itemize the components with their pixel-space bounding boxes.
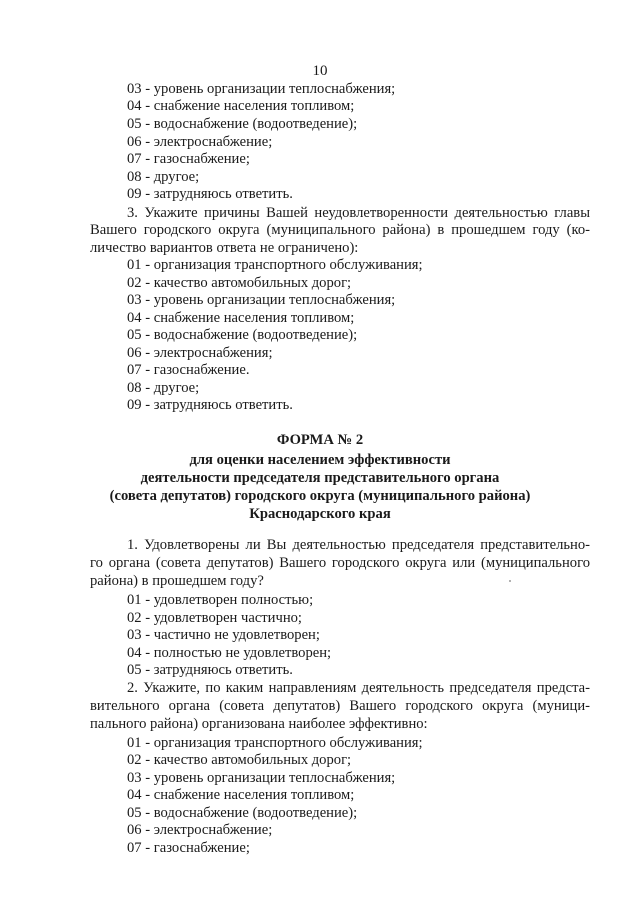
question-1-text-line: го органа (совета депутатов) Вашего городского округа или (муниципального bbox=[90, 555, 590, 571]
list-item: 03 - уровень организации теплоснабжения; bbox=[127, 770, 396, 786]
list-item: 04 - снабжение населения топливом; bbox=[127, 310, 355, 326]
page-number: 10 bbox=[312, 63, 328, 79]
list-item: 03 - уровень организации теплоснабжения; bbox=[127, 292, 396, 308]
question-1-text-line: района) в прошедшем году? bbox=[90, 573, 264, 589]
list-item: 07 - газоснабжение. bbox=[127, 362, 250, 378]
list-item: 04 - снабжение населения топливом; bbox=[127, 98, 355, 114]
list-item: 08 - другое; bbox=[127, 169, 200, 185]
list-item: 05 - водоснабжение (водоотведение); bbox=[127, 116, 358, 132]
list-item: 01 - организация транспортного обслуживания; bbox=[127, 257, 423, 273]
list-item: 06 - электроснабжение; bbox=[127, 134, 273, 150]
list-item: 05 - водоснабжение (водоотведение); bbox=[127, 805, 358, 821]
list-item: 06 - электроснабжение; bbox=[127, 822, 273, 838]
form-subtitle-line: деятельности председателя представительного органа bbox=[140, 470, 500, 486]
question-1-text-line: 1. Удовлетворены ли Вы деятельностью председателя представительно- bbox=[127, 537, 590, 553]
list-item: 07 - газоснабжение; bbox=[127, 840, 250, 856]
list-item: 03 - частично не удовлетворен; bbox=[127, 627, 320, 643]
list-item: 01 - удовлетворен полностью; bbox=[127, 592, 314, 608]
question-3-text-line: Вашего городского округа (муниципального района) в прошедшем году (ко- bbox=[90, 222, 590, 238]
scan-speck bbox=[509, 580, 511, 582]
list-item: 08 - другое; bbox=[127, 380, 200, 396]
list-item: 02 - удовлетворен частично; bbox=[127, 610, 302, 626]
question-2-text-line: пального района) организована наиболее эффективно: bbox=[90, 716, 428, 732]
list-item: 05 - водоснабжение (водоотведение); bbox=[127, 327, 358, 343]
form-subtitle-line: Краснодарского края bbox=[249, 506, 391, 522]
list-item: 04 - полностью не удовлетворен; bbox=[127, 645, 332, 661]
list-item: 02 - качество автомобильных дорог; bbox=[127, 752, 352, 768]
list-item: 04 - снабжение населения топливом; bbox=[127, 787, 355, 803]
list-item: 02 - качество автомобильных дорог; bbox=[127, 275, 352, 291]
question-2-text-line: 2. Укажите, по каким направлениям деятельность председателя предста- bbox=[127, 680, 590, 696]
list-item: 01 - организация транспортного обслуживания; bbox=[127, 735, 423, 751]
list-item: 03 - уровень организации теплоснабжения; bbox=[127, 81, 396, 97]
list-item: 06 - электроснабжения; bbox=[127, 345, 273, 361]
list-item: 09 - затрудняюсь ответить. bbox=[127, 186, 293, 202]
form-subtitle-line: для оценки населением эффективности bbox=[189, 452, 451, 468]
question-3-text-line: личество вариантов ответа не ограничено): bbox=[90, 240, 359, 256]
list-item: 07 - газоснабжение; bbox=[127, 151, 250, 167]
form-title: ФОРМА № 2 bbox=[276, 432, 364, 448]
list-item: 09 - затрудняюсь ответить. bbox=[127, 397, 293, 413]
question-3-text-line: 3. Укажите причины Вашей неудовлетворенности деятельностью главы bbox=[127, 205, 590, 221]
question-2-text-line: вительного органа (совета депутатов) Вашего городского округа (муници- bbox=[90, 698, 590, 714]
list-item: 05 - затрудняюсь ответить. bbox=[127, 662, 293, 678]
form-subtitle-line: (совета депутатов) городского округа (муниципального района) bbox=[109, 488, 531, 504]
